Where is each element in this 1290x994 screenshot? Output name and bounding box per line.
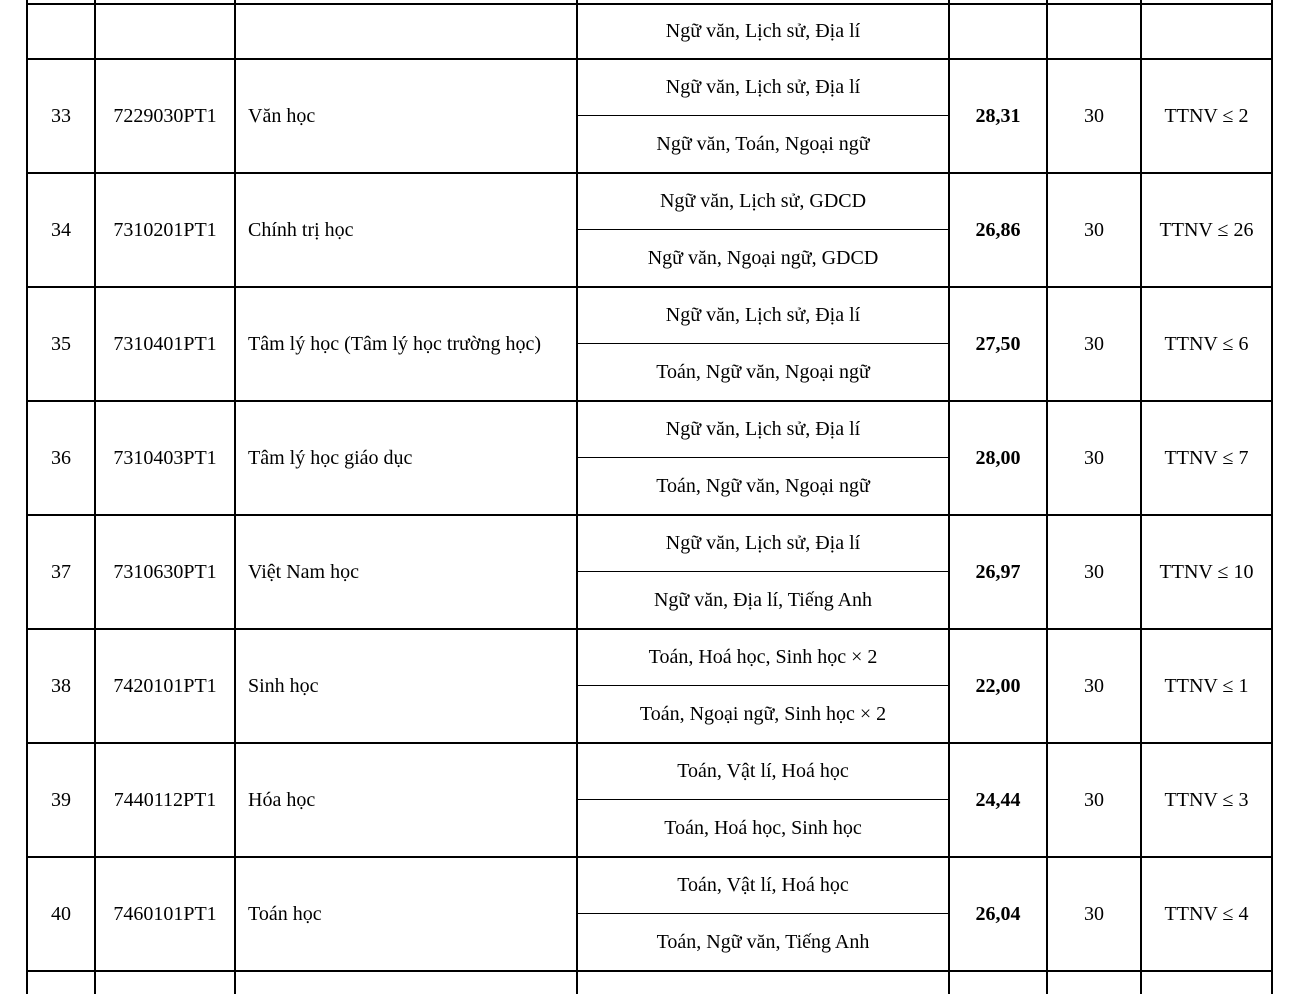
score-cell: 22,00 [949, 629, 1047, 743]
code-cell [95, 4, 235, 59]
combo-cell: Toán, Ngữ văn, Ngoại ngữ [577, 458, 949, 516]
combo-cell: Toán, Vật lí, Hoá học [577, 743, 949, 800]
code-cell: 7229030PT1 [95, 59, 235, 173]
code-cell: 7440112PT1 [95, 743, 235, 857]
table-row [27, 173, 1272, 230]
stt-cell [27, 971, 95, 994]
combo-cell [577, 971, 949, 994]
table-row [27, 857, 1272, 914]
code-cell: 7310630PT1 [95, 515, 235, 629]
major-name-cell [235, 4, 577, 59]
combo-cell: Toán, Hoá học, Sinh học × 2 [577, 629, 949, 686]
stt-cell: 40 [27, 857, 95, 971]
major-name-cell [235, 971, 577, 994]
table-row [27, 629, 1272, 686]
ttnv-cell: TTNV ≤ 7 [1141, 401, 1272, 515]
stt-cell: 33 [27, 59, 95, 173]
code-cell: 7310401PT1 [95, 287, 235, 401]
ttnv-cell: TTNV ≤ 2 [1141, 59, 1272, 173]
table-row [27, 401, 1272, 458]
major-name-cell: Sinh học [235, 629, 577, 743]
score-cell: 28,31 [949, 59, 1047, 173]
scale-cell: 30 [1047, 515, 1141, 629]
combo-cell: Ngữ văn, Lịch sử, Địa lí [577, 59, 949, 116]
scale-cell: 30 [1047, 401, 1141, 515]
stt-cell: 37 [27, 515, 95, 629]
stt-cell: 36 [27, 401, 95, 515]
scale-cell: 30 [1047, 287, 1141, 401]
scale-cell: 30 [1047, 857, 1141, 971]
combo-cell: Ngữ văn, Lịch sử, Địa lí [577, 515, 949, 572]
ttnv-cell [1141, 971, 1272, 994]
combo-cell: Ngữ văn, Địa lí, Tiếng Anh [577, 572, 949, 630]
combo-cell: Toán, Vật lí, Hoá học [577, 857, 949, 914]
scale-cell: 30 [1047, 59, 1141, 173]
code-cell: 7310201PT1 [95, 173, 235, 287]
stt-cell: 38 [27, 629, 95, 743]
major-name-cell: Hóa học [235, 743, 577, 857]
code-cell [95, 971, 235, 994]
ttnv-cell: TTNV ≤ 26 [1141, 173, 1272, 287]
scale-cell: 30 [1047, 629, 1141, 743]
code-cell: 7460101PT1 [95, 857, 235, 971]
stt-cell: 34 [27, 173, 95, 287]
ttnv-cell: TTNV ≤ 3 [1141, 743, 1272, 857]
stt-cell: 39 [27, 743, 95, 857]
table-body [27, 0, 1272, 994]
score-cell [949, 4, 1047, 59]
score-cell: 26,86 [949, 173, 1047, 287]
ttnv-cell: TTNV ≤ 6 [1141, 287, 1272, 401]
ttnv-cell: TTNV ≤ 1 [1141, 629, 1272, 743]
combo-cell: Toán, Ngoại ngữ, Sinh học × 2 [577, 686, 949, 744]
code-cell: 7420101PT1 [95, 629, 235, 743]
major-name-cell: Chính trị học [235, 173, 577, 287]
stt-cell [27, 4, 95, 59]
table-row-partial [27, 4, 1272, 59]
combo-cell: Ngữ văn, Lịch sử, Địa lí [577, 287, 949, 344]
table-row [27, 59, 1272, 116]
combo-cell: Ngữ văn, Ngoại ngữ, GDCD [577, 230, 949, 288]
scale-cell: 30 [1047, 173, 1141, 287]
score-cell: 27,50 [949, 287, 1047, 401]
scale-cell [1047, 4, 1141, 59]
ttnv-cell: TTNV ≤ 10 [1141, 515, 1272, 629]
clipped-row-bottom [27, 971, 1272, 994]
code-cell: 7310403PT1 [95, 401, 235, 515]
table-row [27, 515, 1272, 572]
scale-cell [1047, 971, 1141, 994]
combo-cell: Toán, Ngữ văn, Tiếng Anh [577, 914, 949, 972]
major-name-cell: Tâm lý học (Tâm lý học trường học) [235, 287, 577, 401]
score-cell: 24,44 [949, 743, 1047, 857]
combo-cell: Ngữ văn, Lịch sử, Địa lí [577, 4, 949, 59]
major-name-cell: Văn học [235, 59, 577, 173]
combo-cell: Ngữ văn, Lịch sử, GDCD [577, 173, 949, 230]
table-row [27, 743, 1272, 800]
admission-scores-table [26, 0, 1273, 994]
score-cell: 28,00 [949, 401, 1047, 515]
combo-cell: Toán, Ngữ văn, Ngoại ngữ [577, 344, 949, 402]
combo-cell: Toán, Hoá học, Sinh học [577, 800, 949, 858]
score-cell [949, 971, 1047, 994]
ttnv-cell [1141, 4, 1272, 59]
table-row [27, 287, 1272, 344]
scale-cell: 30 [1047, 743, 1141, 857]
combo-cell: Ngữ văn, Lịch sử, Địa lí [577, 401, 949, 458]
major-name-cell: Tâm lý học giáo dục [235, 401, 577, 515]
major-name-cell: Toán học [235, 857, 577, 971]
score-cell: 26,04 [949, 857, 1047, 971]
major-name-cell: Việt Nam học [235, 515, 577, 629]
combo-cell: Ngữ văn, Toán, Ngoại ngữ [577, 116, 949, 174]
ttnv-cell: TTNV ≤ 4 [1141, 857, 1272, 971]
score-cell: 26,97 [949, 515, 1047, 629]
stt-cell: 35 [27, 287, 95, 401]
